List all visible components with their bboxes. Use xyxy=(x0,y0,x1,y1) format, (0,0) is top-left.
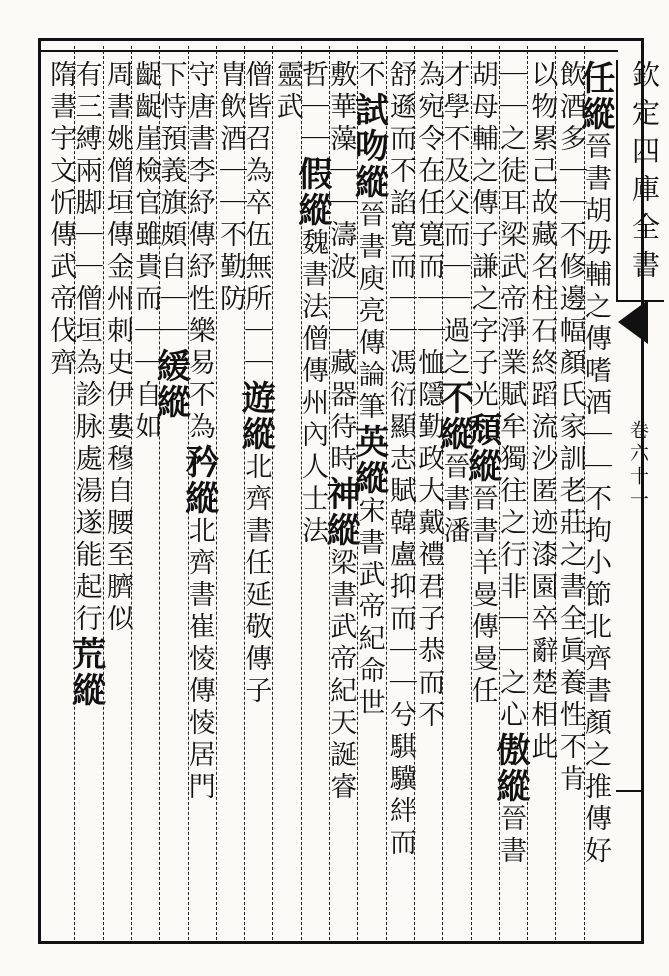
headword: 假 xyxy=(291,156,332,192)
text-column xyxy=(554,60,586,930)
text-column xyxy=(461,60,502,930)
headword: 遊 xyxy=(235,380,276,416)
column-divider xyxy=(301,46,302,940)
headword: 試 xyxy=(348,92,389,128)
text-column xyxy=(45,60,77,930)
frame-top-rule xyxy=(38,50,618,52)
column-text: 守唐書李紓傳紓性樂易不為 xyxy=(183,60,215,444)
column-text: 晉書 xyxy=(495,804,527,868)
headword: 縱 xyxy=(235,416,276,452)
headword: 不 xyxy=(433,380,474,416)
column-divider xyxy=(159,46,160,940)
column-divider xyxy=(131,46,132,940)
headword: 縱 xyxy=(490,768,531,804)
column-text: 飲酒多｜｜不修邊幅顏氏家訓老莊之書全眞養性不肯 xyxy=(554,60,586,796)
headword: 頹 xyxy=(461,412,502,448)
column-text: 魏書法僧傳州內人士法 xyxy=(296,228,328,548)
column-text: 晉書羊曼傳曼任 xyxy=(466,484,498,708)
headword: 傲 xyxy=(490,732,531,768)
headword: 縱 xyxy=(291,192,332,228)
margin-volume-label: 卷六十一 xyxy=(627,420,649,512)
column-divider xyxy=(414,46,415,940)
headword: 縱 xyxy=(433,416,474,452)
column-text: 以物累己故藏名柱石終蹈流沙匿迹漆園卒辭楚相此 xyxy=(526,60,558,764)
headword: 縱 xyxy=(150,384,191,420)
column-text: 舒遜而不諂寛而｜｜馮衍顯志賦韓盧抑而｜｜兮騏驥絆而 xyxy=(384,60,416,860)
headword: 縱 xyxy=(461,448,502,484)
column-text: 哲｜｜ xyxy=(296,60,328,156)
text-column xyxy=(178,60,219,930)
column-divider xyxy=(527,46,528,940)
headword: 縱 xyxy=(65,672,106,708)
column-text: 宋書武帝紀命世 xyxy=(353,496,385,720)
column-text: 有三縛兩脚｜｜僧垣為診脉處湯遂能起行 xyxy=(70,60,102,636)
headword: 任 xyxy=(574,60,615,96)
column-text: 隋書宇文忻傳武帝伐齊 xyxy=(45,60,77,380)
column-text: 胡母輔之傳子謙之字子光 xyxy=(466,60,498,412)
column-divider xyxy=(216,46,217,940)
headword: 縱 xyxy=(574,96,615,132)
headword: 緩 xyxy=(150,348,191,384)
column-divider xyxy=(555,46,556,940)
column-divider xyxy=(471,46,472,940)
text-column xyxy=(526,60,558,930)
text-column xyxy=(348,60,389,930)
column-divider xyxy=(103,46,104,940)
text-column xyxy=(386,60,414,930)
column-text: 周書姚僧垣傳金州刺史伊婁穆自腰至臍似 xyxy=(101,60,133,636)
column-divider xyxy=(329,46,330,940)
text-column xyxy=(490,60,531,930)
text-column xyxy=(130,60,162,930)
headword: 縱 xyxy=(348,460,389,496)
column-divider xyxy=(188,46,189,940)
text-column xyxy=(215,60,247,930)
column-divider xyxy=(386,46,387,940)
column-text: 北齊書崔㥄傳㥄居門 xyxy=(183,516,215,804)
headword: 矜 xyxy=(178,444,219,480)
headword: 英 xyxy=(348,424,389,460)
column-text: 胄飲酒｜｜不勤防 xyxy=(215,60,247,316)
text-column xyxy=(103,60,131,930)
column-text: 僧皆召為卒伍無所｜｜ xyxy=(240,60,272,380)
column-text: 梁書武帝紀天誕睿 xyxy=(325,548,357,804)
text-column xyxy=(65,60,106,930)
column-text: 齪齪崖檢官雖貴而｜｜自如 xyxy=(130,60,162,444)
text-column xyxy=(291,60,332,930)
headword: 神 xyxy=(320,476,361,512)
margin-book-title: 欽定四庫全書 xyxy=(616,60,664,302)
headword: 縱 xyxy=(178,480,219,516)
headword: 縱 xyxy=(348,164,389,200)
column-text: 才學不及父而｜｜過之 xyxy=(438,60,470,380)
text-column xyxy=(235,60,276,930)
column-text: 為宛令在任寛而｜｜恤隱勤政大戴禮君子恭而不 xyxy=(413,60,445,732)
column-text: 晉書潘 xyxy=(438,452,470,548)
column-text: 不 xyxy=(353,60,385,92)
column-divider xyxy=(499,46,500,940)
text-column xyxy=(150,60,191,930)
text-column xyxy=(271,60,303,930)
column-text: 晉書胡毋輔之傳嗜酒｜｜不拘小節北齊書顏之推傳好 xyxy=(579,132,611,868)
column-text: 敷華藻｜｜濤波｜｜藏器待時 xyxy=(325,60,357,476)
column-text: ｜｜之徒耳梁武帝淨業賦牟獨往之行非｜｜之心 xyxy=(495,60,527,732)
text-column xyxy=(433,60,474,930)
column-text: 靈武 xyxy=(271,60,303,124)
headword: 縱 xyxy=(320,512,361,548)
column-text: 下恃預義旗頗自｜｜ xyxy=(155,60,187,348)
fishtail-mark xyxy=(618,300,648,344)
text-column xyxy=(413,60,445,930)
column-divider xyxy=(74,46,75,940)
headword: 吻 xyxy=(348,128,389,164)
margin-rule xyxy=(616,790,644,792)
column-text: 晉書庾亮傳論筆 xyxy=(353,200,385,424)
column-text: 北齊書任延敬傳子 xyxy=(240,452,272,708)
text-column xyxy=(320,60,361,930)
column-divider xyxy=(357,46,358,940)
column-divider xyxy=(244,46,245,940)
column-divider xyxy=(272,46,273,940)
headword: 荒 xyxy=(65,636,106,672)
column-divider xyxy=(584,46,585,940)
column-divider xyxy=(442,46,443,940)
text-column xyxy=(574,60,615,930)
